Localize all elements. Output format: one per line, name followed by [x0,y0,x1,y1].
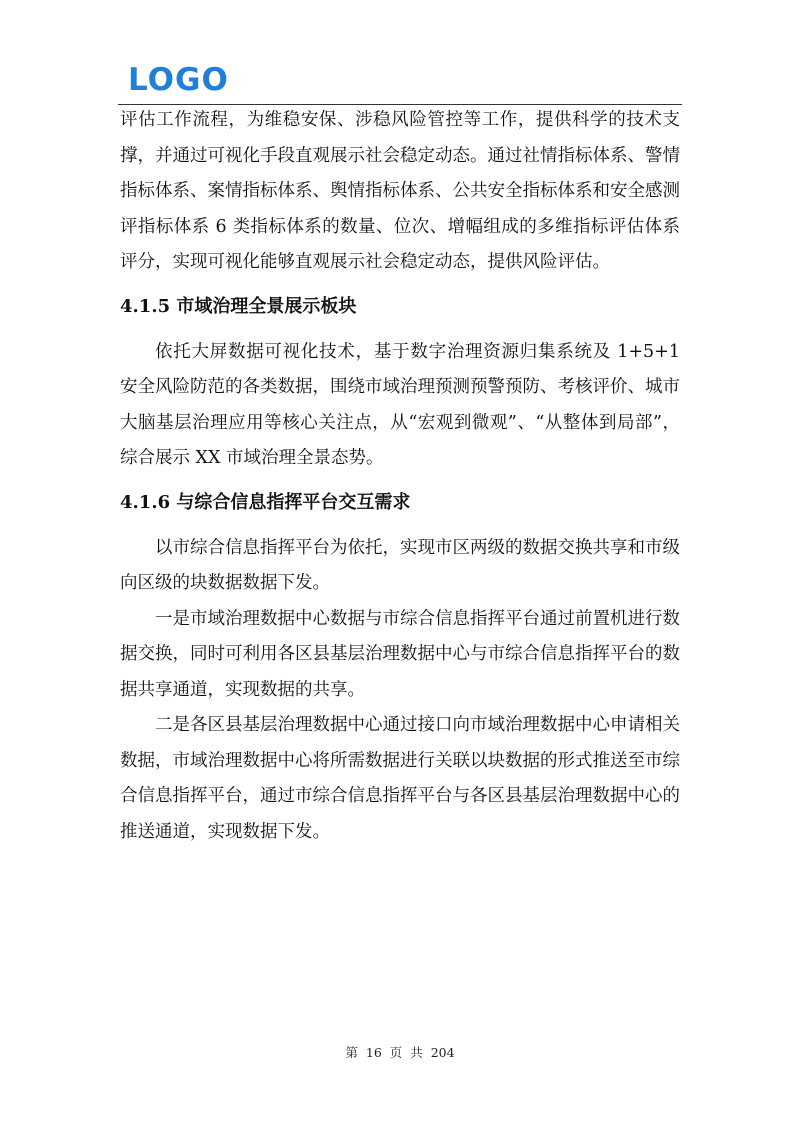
paragraph-panorama-display: 依托大屏数据可视化技术，基于数字治理资源归集系统及 1+5+1 安全风险防范的各类数据，围绕市域治理预测预警预防、考核评价、城市大脑基层治理应用等核心关注点，从“宏观到微观”、“从整体到局部”，综合展示 XX 市域治理全景态势。 [120,341,680,468]
paragraph-data-push: 二是各区县基层治理数据中心通过接口向市域治理数据中心申请相关数据，市域治理数据中心将所需数据进行关联以块数据的形式推送至市综合信息指挥平台，通过市综合信息指挥平台与各区县基层治理数据中心的推送通道，实现数据下发。 [120,715,680,842]
section-heading-4-1-5: 4.1.5 市域治理全景展示板块 [120,295,357,317]
page-number: 第 16 页 共 204 [345,1045,455,1060]
paragraph-data-exchange: 一是市域治理数据中心数据与市综合信息指挥平台通过前置机进行数据交换，同时可利用各区县基层治理数据中心与市综合信息指挥平台的数据共享通道，实现数据的共享。 [120,608,680,700]
logo: LOGO [128,62,229,98]
section-heading-4-1-6: 4.1.6 与综合信息指挥平台交互需求 [120,491,411,513]
paragraph-risk-assessment: 评估工作流程，为维稳安保、涉稳风险管控等工作，提供科学的技术支撑，并通过可视化手段直观展示社会稳定动态。通过社情指标体系、警情指标体系、案情指标体系、舆情指标体系、公共安全指标体系和安全感测评指标体系 6 类指标体系的数量、位次、增幅组成的多维指标评估体系评分，实现可视化能够直观展示社会稳定动态，提供风险评估。 [120,110,680,272]
paragraph-platform-intro: 以市综合信息指挥平台为依托，实现市区两级的数据交换共享和市级向区级的块数据数据下发。 [120,537,680,593]
document-body [120,103,680,850]
